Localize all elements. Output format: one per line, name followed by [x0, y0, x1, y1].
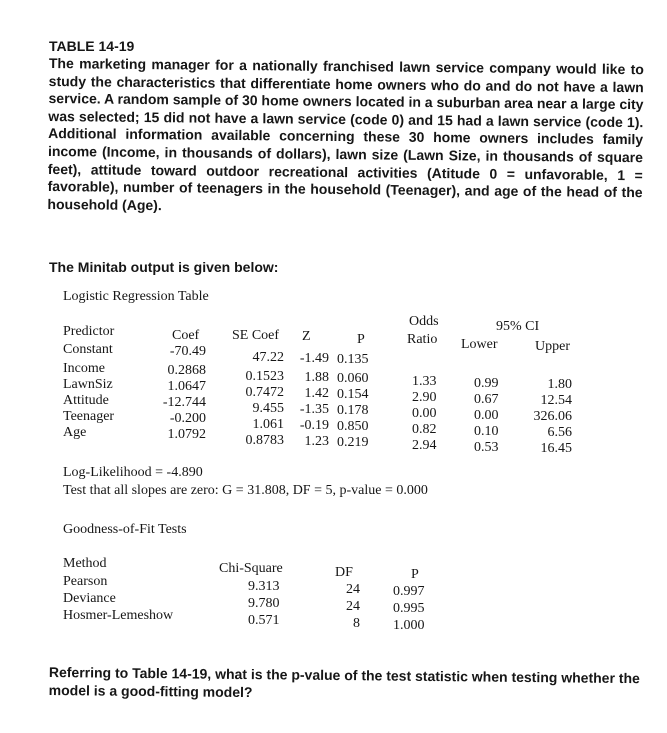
gof-title: Goodness-of-Fit Tests	[63, 522, 187, 537]
z-column	[288, 351, 329, 450]
coef-cell: -0.200	[169, 411, 206, 426]
gof-df-column	[330, 581, 360, 632]
p-cell: 0.060	[337, 371, 369, 386]
ratio-cell: 0.00	[412, 406, 437, 421]
predictor-cell: Constant	[63, 342, 113, 357]
predictor-cell: LawnSiz	[63, 377, 113, 392]
header-p: P	[357, 332, 365, 347]
coef-cell: -12.744	[162, 395, 206, 410]
gof-chisq-cell: 0.571	[248, 613, 280, 628]
gof-header-df: DF	[335, 565, 353, 580]
gof-method-cell: Pearson	[63, 574, 108, 589]
ratio-cell: 2.94	[412, 438, 437, 453]
header-predictor: Predictor	[63, 324, 115, 339]
predictor-column	[63, 342, 114, 441]
header-lower: Lower	[461, 337, 498, 352]
gof-p-column	[393, 583, 425, 634]
z-cell: 1.88	[304, 370, 329, 385]
gof-method-cell: Deviance	[63, 591, 116, 606]
upper-column	[520, 377, 572, 457]
ratio-column	[412, 374, 437, 454]
gof-header-method: Method	[63, 556, 107, 571]
gof-header-chisq: Chi-Square	[219, 561, 283, 576]
se-coef-column	[226, 350, 284, 449]
upper-cell: 12.54	[540, 393, 572, 408]
p-cell: 0.154	[337, 387, 369, 402]
lower-column	[474, 376, 499, 456]
gof-method-cell: Hosmer-Lemeshow	[63, 608, 174, 623]
predictor-cell: Teenager	[63, 409, 115, 424]
gof-method-column	[63, 573, 173, 624]
coef-column	[142, 344, 206, 443]
lower-cell: 0.53	[474, 440, 499, 455]
gof-df-cell: 24	[346, 582, 360, 597]
lower-cell: 0.10	[474, 424, 499, 439]
output-intro: The Minitab output is given below:	[49, 259, 279, 275]
se-cell: 0.1523	[245, 369, 284, 384]
z-cell: -1.35	[299, 402, 329, 417]
upper-cell: 6.56	[547, 425, 572, 440]
predictor-cell: Attitude	[63, 393, 109, 408]
gof-p-cell: 0.995	[393, 601, 425, 616]
gof-chisq-column	[248, 578, 280, 629]
p-column	[337, 352, 369, 451]
header-se-coef: SE Coef	[232, 328, 280, 343]
upper-cell: 326.06	[533, 409, 572, 424]
log-likelihood: Log-Likelihood = -4.890	[63, 465, 203, 480]
gof-df-cell: 8	[353, 616, 360, 631]
coef-cell: 1.0647	[167, 379, 206, 394]
z-cell: -1.49	[299, 351, 329, 366]
lower-cell: 0.99	[474, 376, 499, 391]
lower-cell: 0.00	[474, 408, 499, 423]
question-text: Referring to Table 14-19, what is the p-value of the test statistic when testing whether the model is a good-fitting model?	[48, 664, 640, 700]
upper-cell: 16.45	[540, 441, 572, 456]
p-cell: 0.135	[337, 352, 369, 367]
lower-cell: 0.67	[474, 392, 499, 407]
upper-cell: 1.80	[547, 377, 572, 392]
header-ci: 95% CI	[496, 319, 540, 334]
z-cell: 1.42	[304, 386, 329, 401]
header-upper: Upper	[535, 339, 570, 354]
header-odds: Odds	[409, 314, 439, 329]
header-coef: Coef	[172, 328, 200, 343]
coef-cell: 0.2868	[167, 363, 206, 378]
gof-header-p: P	[411, 567, 419, 582]
gof-chisq-cell: 9.313	[248, 579, 280, 594]
gof-p-cell: 1.000	[393, 618, 425, 633]
predictor-cell: Income	[63, 361, 105, 376]
z-cell: 1.23	[304, 434, 329, 449]
ratio-cell: 0.82	[412, 422, 437, 437]
slopes-test: Test that all slopes are zero: G = 31.808, DF = 5, p-value = 0.000	[63, 483, 428, 498]
header-z: Z	[302, 329, 311, 344]
z-cell: -0.19	[299, 418, 329, 433]
table-title: TABLE 14-19	[49, 38, 135, 54]
p-cell: 0.178	[337, 403, 369, 418]
gof-chisq-cell: 9.780	[248, 596, 280, 611]
coef-cell: 1.0792	[167, 427, 206, 442]
problem-paragraph: The marketing manager for a nationally franchised lawn service company would like to study the characteristics that differentiate home owners who do and do not have a lawn service. A random sample of 30 home owners located in a suburban area near a large city was selected; 15 did not have a lawn service (code 0) and 15 had a lawn service (code 1). Additional information available concerning these 30 home owners includes family income (Income, in thousands of dollars), lawn size (Lawn Size, in thousands of square feet), attitude toward outdoor recreational activities (Atitude 0 = unfavorable, 1 = favorable), number of teenagers in the household (Teenager), and age of the head of the household (Age).	[47, 55, 644, 213]
ratio-cell: 2.90	[412, 390, 437, 405]
logistic-table-title: Logistic Regression Table	[63, 289, 209, 304]
header-ratio: Ratio	[407, 332, 438, 347]
ratio-cell: 1.33	[412, 374, 437, 389]
se-cell: 0.7472	[245, 385, 284, 400]
se-cell: 47.22	[252, 350, 284, 365]
se-cell: 0.8783	[245, 433, 284, 448]
gof-df-cell: 24	[346, 599, 360, 614]
p-cell: 0.219	[337, 435, 369, 450]
p-cell: 0.850	[337, 419, 369, 434]
se-cell: 9.455	[252, 401, 284, 416]
gof-p-cell: 0.997	[393, 584, 425, 599]
predictor-cell: Age	[63, 425, 87, 440]
coef-cell: -70.49	[169, 344, 206, 359]
se-cell: 1.061	[252, 417, 284, 432]
